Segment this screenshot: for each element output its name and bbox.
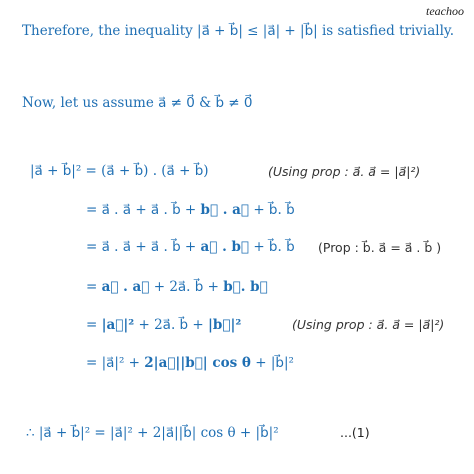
- step3-a: = a⃗ . a⃗ + a⃗ . b⃗ +: [86, 239, 201, 255]
- step4-c: + 2a⃗. b⃗ +: [149, 279, 224, 295]
- step2-b: b⃗ . a⃗: [200, 202, 250, 218]
- therefore-line: [22, 22, 454, 40]
- step6-line: [86, 354, 294, 372]
- comment-prop-2: (Prop : b⃗. a⃗ = a⃗ . b⃗ ): [318, 240, 442, 255]
- step5-b: |a⃗|²: [101, 317, 135, 333]
- step5-line: [86, 316, 241, 334]
- step2-line: [86, 201, 295, 219]
- step4-d: b⃗. b⃗: [223, 279, 268, 295]
- step5-a: =: [86, 317, 102, 333]
- step3-c: + b⃗. b⃗: [249, 239, 295, 255]
- step4-b: a⃗ . a⃗: [101, 279, 150, 295]
- step6-c: + |b⃗|²: [250, 355, 294, 371]
- comment-prop-1: (Using prop : a⃗. a⃗ = |a⃗|²): [268, 164, 421, 179]
- step1-line: [30, 162, 209, 180]
- step3-line: [86, 238, 295, 256]
- conclusion-line: [26, 424, 279, 442]
- assume-line: [22, 94, 253, 112]
- conclusion-text: ∴ |a⃗ + b⃗|² = |a⃗|² + 2|a⃗||b⃗| cos θ + |b⃗|²: [26, 425, 279, 441]
- step5-d: |b⃗|²: [208, 317, 242, 333]
- step6-b: 2|a⃗||b⃗| cos θ: [144, 355, 251, 371]
- step6-a: = |a⃗|² +: [86, 355, 145, 371]
- teachoo-logo: teachoo: [426, 4, 464, 18]
- step4-line: [86, 278, 268, 296]
- equation-number: ...(1): [340, 425, 370, 440]
- step3-b: a⃗ . b⃗: [200, 239, 250, 255]
- therefore-text: Therefore, the inequality |a⃗ + b⃗| ≤ |a⃗| + |b⃗| is satisfied trivially.: [22, 23, 455, 39]
- step1-text: |a⃗ + b⃗|² = (a⃗ + b⃗) . (a⃗ + b⃗): [30, 163, 209, 179]
- step2-c: + b⃗. b⃗: [249, 202, 295, 218]
- step2-a: = a⃗ . a⃗ + a⃗ . b⃗ +: [86, 202, 201, 218]
- step4-a: =: [86, 279, 102, 295]
- comment-prop-3: (Using prop : a⃗. a⃗ = |a⃗|²): [292, 317, 445, 332]
- assume-text: Now, let us assume a⃗ ≠ 0⃗ & b⃗ ≠ 0⃗: [22, 95, 253, 111]
- step5-c: + 2a⃗. b⃗ +: [134, 317, 209, 333]
